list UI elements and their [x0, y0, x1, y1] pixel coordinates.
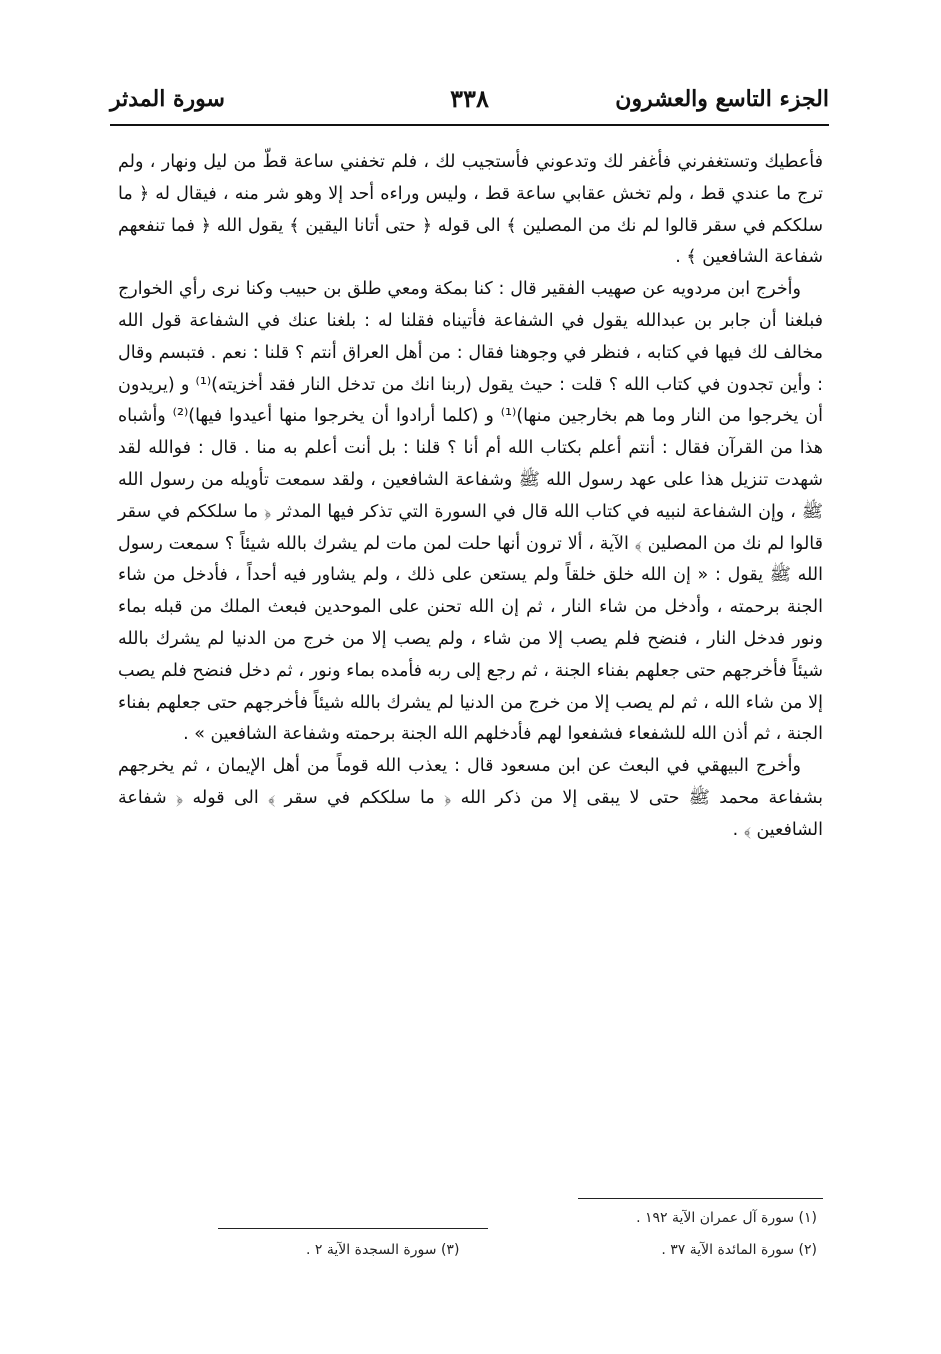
surah-label: سورة المدثر [110, 86, 225, 112]
footnote-divider [578, 1198, 823, 1199]
paragraph-2: وأخرج ابن مردويه عن صهيب الفقير قال : كنا بمكة ومعي طلق بن حبيب وكنا نرى رأي الخوارج فبلغنا أن جابر بن عبدالله يقول في الشفاعة فأتيناه فقلنا له : بلغنا عنك في الشفاعة قول الله مخالف لك فيها في كتابه ، فنظر في وجوهنا فقال : من أهل العراق أنتم ؟ قلنا : نعم . فتبسم وقال : وأين تجدون في كتاب الله ؟ قلت : حيث يقول (ربنا انك من تدخل النار فقد أخزيته)⁽¹⁾ و (يريدون أن يخرجوا من النار وما هم بخارجين منها)⁽¹⁾ و (كلما أرادوا أن يخرجوا منها أعيدوا فيها)⁽²⁾ وأشباه هذا من القرآن فقال : أنتم أعلم بكتاب الله أم أنا ؟ قلنا : بل أنت أعلم به منا . قال : فوالله لقد شهدت تنزيل هذا على عهد رسول الله ﷺ وشفاعة الشافعين ، ولقد سمعت تأويله من رسول الله ﷺ ، وإن الشفاعة لنبيه في كتاب الله قال في السورة التي تذكر فيها المدثر ﴿ ما سلككم في سقر قالوا لم نك من المصلين ﴾ الآية ، ألا ترون أنها حلت لمن مات لم يشرك بالله شيئاً ؟ سمعت رسول الله ﷺ يقول : « إن الله خلق خلقاً ولم يستعن على ذلك ، ولم يشاور فيه أحداً ، فأدخل من شاء الجنة برحمته ، وأدخل من شاء النار ، ثم إن الله تحنن على الموحدين فبعث الملك من قبله بماء ونور فدخل النار ، فنضح فلم يصب إلا من شاء ، ولم يصب إلا من خرج من الدنيا لم يشرك بالله شيئاً فأخرجهم حتى جعلهم بفناء الجنة ، ثم رجع إلى ربه فأمده بماء ونور ، ثم دخل فنضح فلم يصب إلا من شاء الله ، ثم لم يصب إلا من خرج من الدنيا لم يشرك بالله شيئاً فأخرجهم حتى جعلهم بفناء الجنة ، ثم أذن الله للشفعاء فشفعوا لهم فأدخلهم الله الجنة برحمته وشفاعة الشافعين » . [118, 279, 824, 745]
page-number: ٣٣٨ [450, 84, 489, 113]
main-text [118, 147, 823, 847]
footnote-divider-secondary [218, 1228, 488, 1229]
paragraph-3: وأخرج البيهقي في البعث عن ابن مسعود قال : يعذب الله قوماً من أهل الإيمان ، ثم يخرجهم بشفاعة محمد ﷺ حتى لا يبقى إلا من ذكر الله ﴿ ما سلككم في سقر ﴾ الى قوله ﴿ شفاعة الشافعين ﴾ . [118, 756, 823, 840]
part-label: الجزء التاسع والعشرون [615, 86, 829, 112]
footnote-1: (١) سورة آل عمران الآية ١٩٢ . [636, 1210, 817, 1226]
footnote-2: (٢) سورة المائدة الآية ٣٧ . [661, 1242, 817, 1258]
footnote-3: (٣) سورة السجدة الآية ٢ . [306, 1242, 460, 1258]
paragraph-1: فأعطيك وتستغفرني فأغفر لك وتدعوني فأستجيب لك ، فلم تخفني ساعة قطّ من ليل ونهار ، ولم ترج ما عندي قط ، ولم تخش عقابي ساعة قط ، وليس وراءه أحد إلا وهو شر منه ، فيقال له ﴿ ما سلككم في سقر قالوا لم نك من المصلين ﴾ الى قوله ﴿ حتى أتانا اليقين ﴾ يقول الله ﴿ فما تنفعهم شفاعة الشافعين ﴾ . [118, 152, 823, 268]
footnotes [118, 1198, 823, 1278]
page-header [110, 84, 829, 126]
